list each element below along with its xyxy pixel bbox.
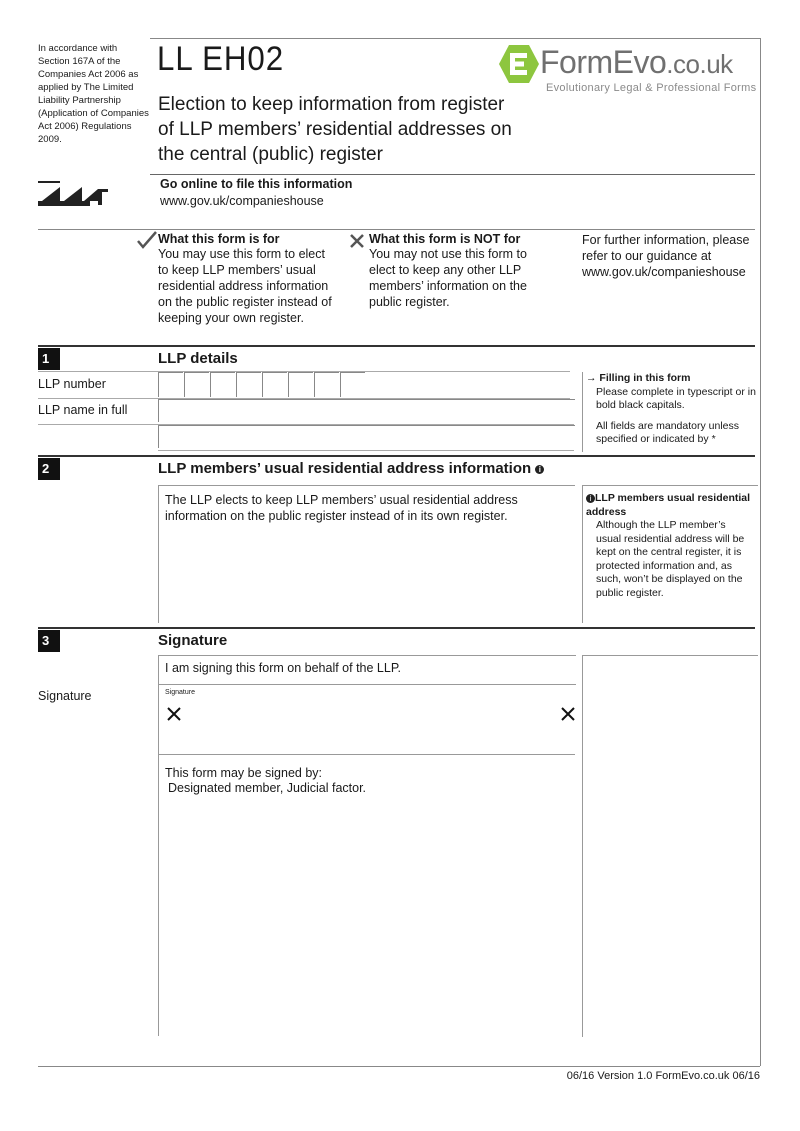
residential-address-note-heading: LLP members usual residential address <box>586 492 751 518</box>
signature-field[interactable] <box>158 684 576 755</box>
further-information <box>582 232 757 280</box>
info-icon: i <box>535 465 544 474</box>
top-rule <box>150 38 760 39</box>
filling-guidance-text: Please complete in typescript or in bold black capitals. <box>596 385 756 411</box>
logo-tagline: Evolutionary Legal & Professional Forms <box>546 82 757 94</box>
section-2-title-text: LLP members’ usual residential address information <box>158 460 532 477</box>
digit-box[interactable] <box>340 372 365 397</box>
signature-label: Signature <box>38 689 92 703</box>
info-line: You may not use this form to <box>369 247 527 261</box>
llp-number-label: LLP number <box>38 377 106 391</box>
section-2-rule <box>38 455 755 457</box>
info-line: to keep LLP members’ usual <box>158 263 316 277</box>
section-3-title: Signature <box>158 632 228 649</box>
go-online-heading: Go online to file this information <box>160 177 353 191</box>
llp-name-label: LLP name in full <box>38 403 128 417</box>
guidance-link[interactable]: www.gov.uk/companieshouse <box>582 265 746 279</box>
info-line: keeping your own register. <box>158 311 304 325</box>
logo-wordmark <box>540 44 733 81</box>
info-icon: i <box>586 494 595 503</box>
digit-box[interactable] <box>184 372 209 397</box>
digit-box[interactable] <box>314 372 339 397</box>
info-line: on the public register instead of <box>158 295 332 309</box>
llp-number-input[interactable] <box>158 372 368 396</box>
filling-guidance-heading: Filling in this form <box>599 372 691 384</box>
digit-box[interactable] <box>262 372 287 397</box>
logo-brand-main: FormEvo <box>540 44 667 80</box>
info-line: residential address information <box>158 279 329 293</box>
section-3-rule <box>38 627 755 629</box>
companies-house-link[interactable]: www.gov.uk/companieshouse <box>160 194 324 208</box>
what-form-is-not-for-heading: What this form is NOT for <box>369 232 521 246</box>
form-title-line: the central (public) register <box>158 144 383 165</box>
info-line: elect to keep any other LLP <box>369 263 522 277</box>
form-code: LL EH02 <box>157 40 285 78</box>
section-2-number: 2 <box>38 458 60 480</box>
legal-note: In accordance with Section 167A of the Companies Act 2006 as applied by The Limited Liability Partnership (Application of Companies Act 2006) Regulations 2009. <box>38 43 149 145</box>
formevo-logo-mark <box>499 44 539 84</box>
election-statement: The LLP elects to keep LLP members’ usual residential address information on the public register instead of in its own register. <box>165 493 518 523</box>
llp-name-field-2[interactable] <box>158 425 575 448</box>
declaration-text: I am signing this form on behalf of the LLP. <box>165 661 402 675</box>
section-3-number: 3 <box>38 630 60 652</box>
election-statement-box <box>158 485 575 623</box>
sign-here-right-icon <box>561 707 575 721</box>
signed-by-roles: Designated member, Judicial factor. <box>168 781 367 795</box>
residential-address-note-text: Although the LLP member’s usual residential address will be kept on the central register, it is protected information and, as such, won’t be displayed on the public register. <box>596 519 745 599</box>
mandatory-note: All fields are mandatory unless specified or indicated by * <box>596 419 739 445</box>
row-rule <box>158 450 574 451</box>
section-3-guidance-box <box>582 655 758 1037</box>
footer-version: 06/16 Version 1.0 FormEvo.co.uk 06/16 <box>566 1070 760 1082</box>
digit-box[interactable] <box>158 372 183 397</box>
info-line: For further information, please <box>582 233 750 247</box>
cross-icon <box>349 233 365 249</box>
form-title-line: Election to keep information from register <box>158 94 505 115</box>
signatory-box <box>158 755 576 1036</box>
residential-address-note <box>582 485 758 623</box>
online-rule <box>38 229 755 230</box>
info-line: members’ information on the <box>369 279 527 293</box>
arrow-right-icon: → <box>586 372 597 384</box>
digit-box[interactable] <box>210 372 235 397</box>
declaration-box <box>158 655 576 684</box>
info-line: You may use this form to elect <box>158 247 325 261</box>
form-title-line: of LLP members’ residential addresses on <box>158 119 512 140</box>
logo-brand-suffix: .co.uk <box>666 49 733 79</box>
filling-guidance <box>582 372 758 452</box>
info-line: public register. <box>369 295 450 309</box>
companies-house-icon <box>38 181 110 209</box>
signed-by-heading: This form may be signed by: <box>165 766 323 780</box>
right-rule <box>760 38 761 1066</box>
row-rule <box>158 485 575 486</box>
what-form-is-for-heading: What this form is for <box>158 232 280 246</box>
what-form-is-for <box>158 232 348 326</box>
signature-small-label: Signature <box>165 689 195 696</box>
form-title <box>158 92 518 167</box>
checkmark-icon <box>137 231 157 249</box>
section-1-title: LLP details <box>158 350 238 367</box>
section-2-title <box>158 460 544 477</box>
header-rule <box>150 174 755 175</box>
digit-box[interactable] <box>236 372 261 397</box>
digit-box[interactable] <box>288 372 313 397</box>
section-1-number: 1 <box>38 348 60 370</box>
info-line: refer to our guidance at <box>582 249 712 263</box>
footer-rule <box>38 1066 760 1067</box>
section-1-rule <box>38 345 755 347</box>
llp-name-field-1[interactable] <box>158 399 575 422</box>
sign-here-left-icon <box>167 707 181 721</box>
what-form-is-not-for <box>369 232 569 310</box>
